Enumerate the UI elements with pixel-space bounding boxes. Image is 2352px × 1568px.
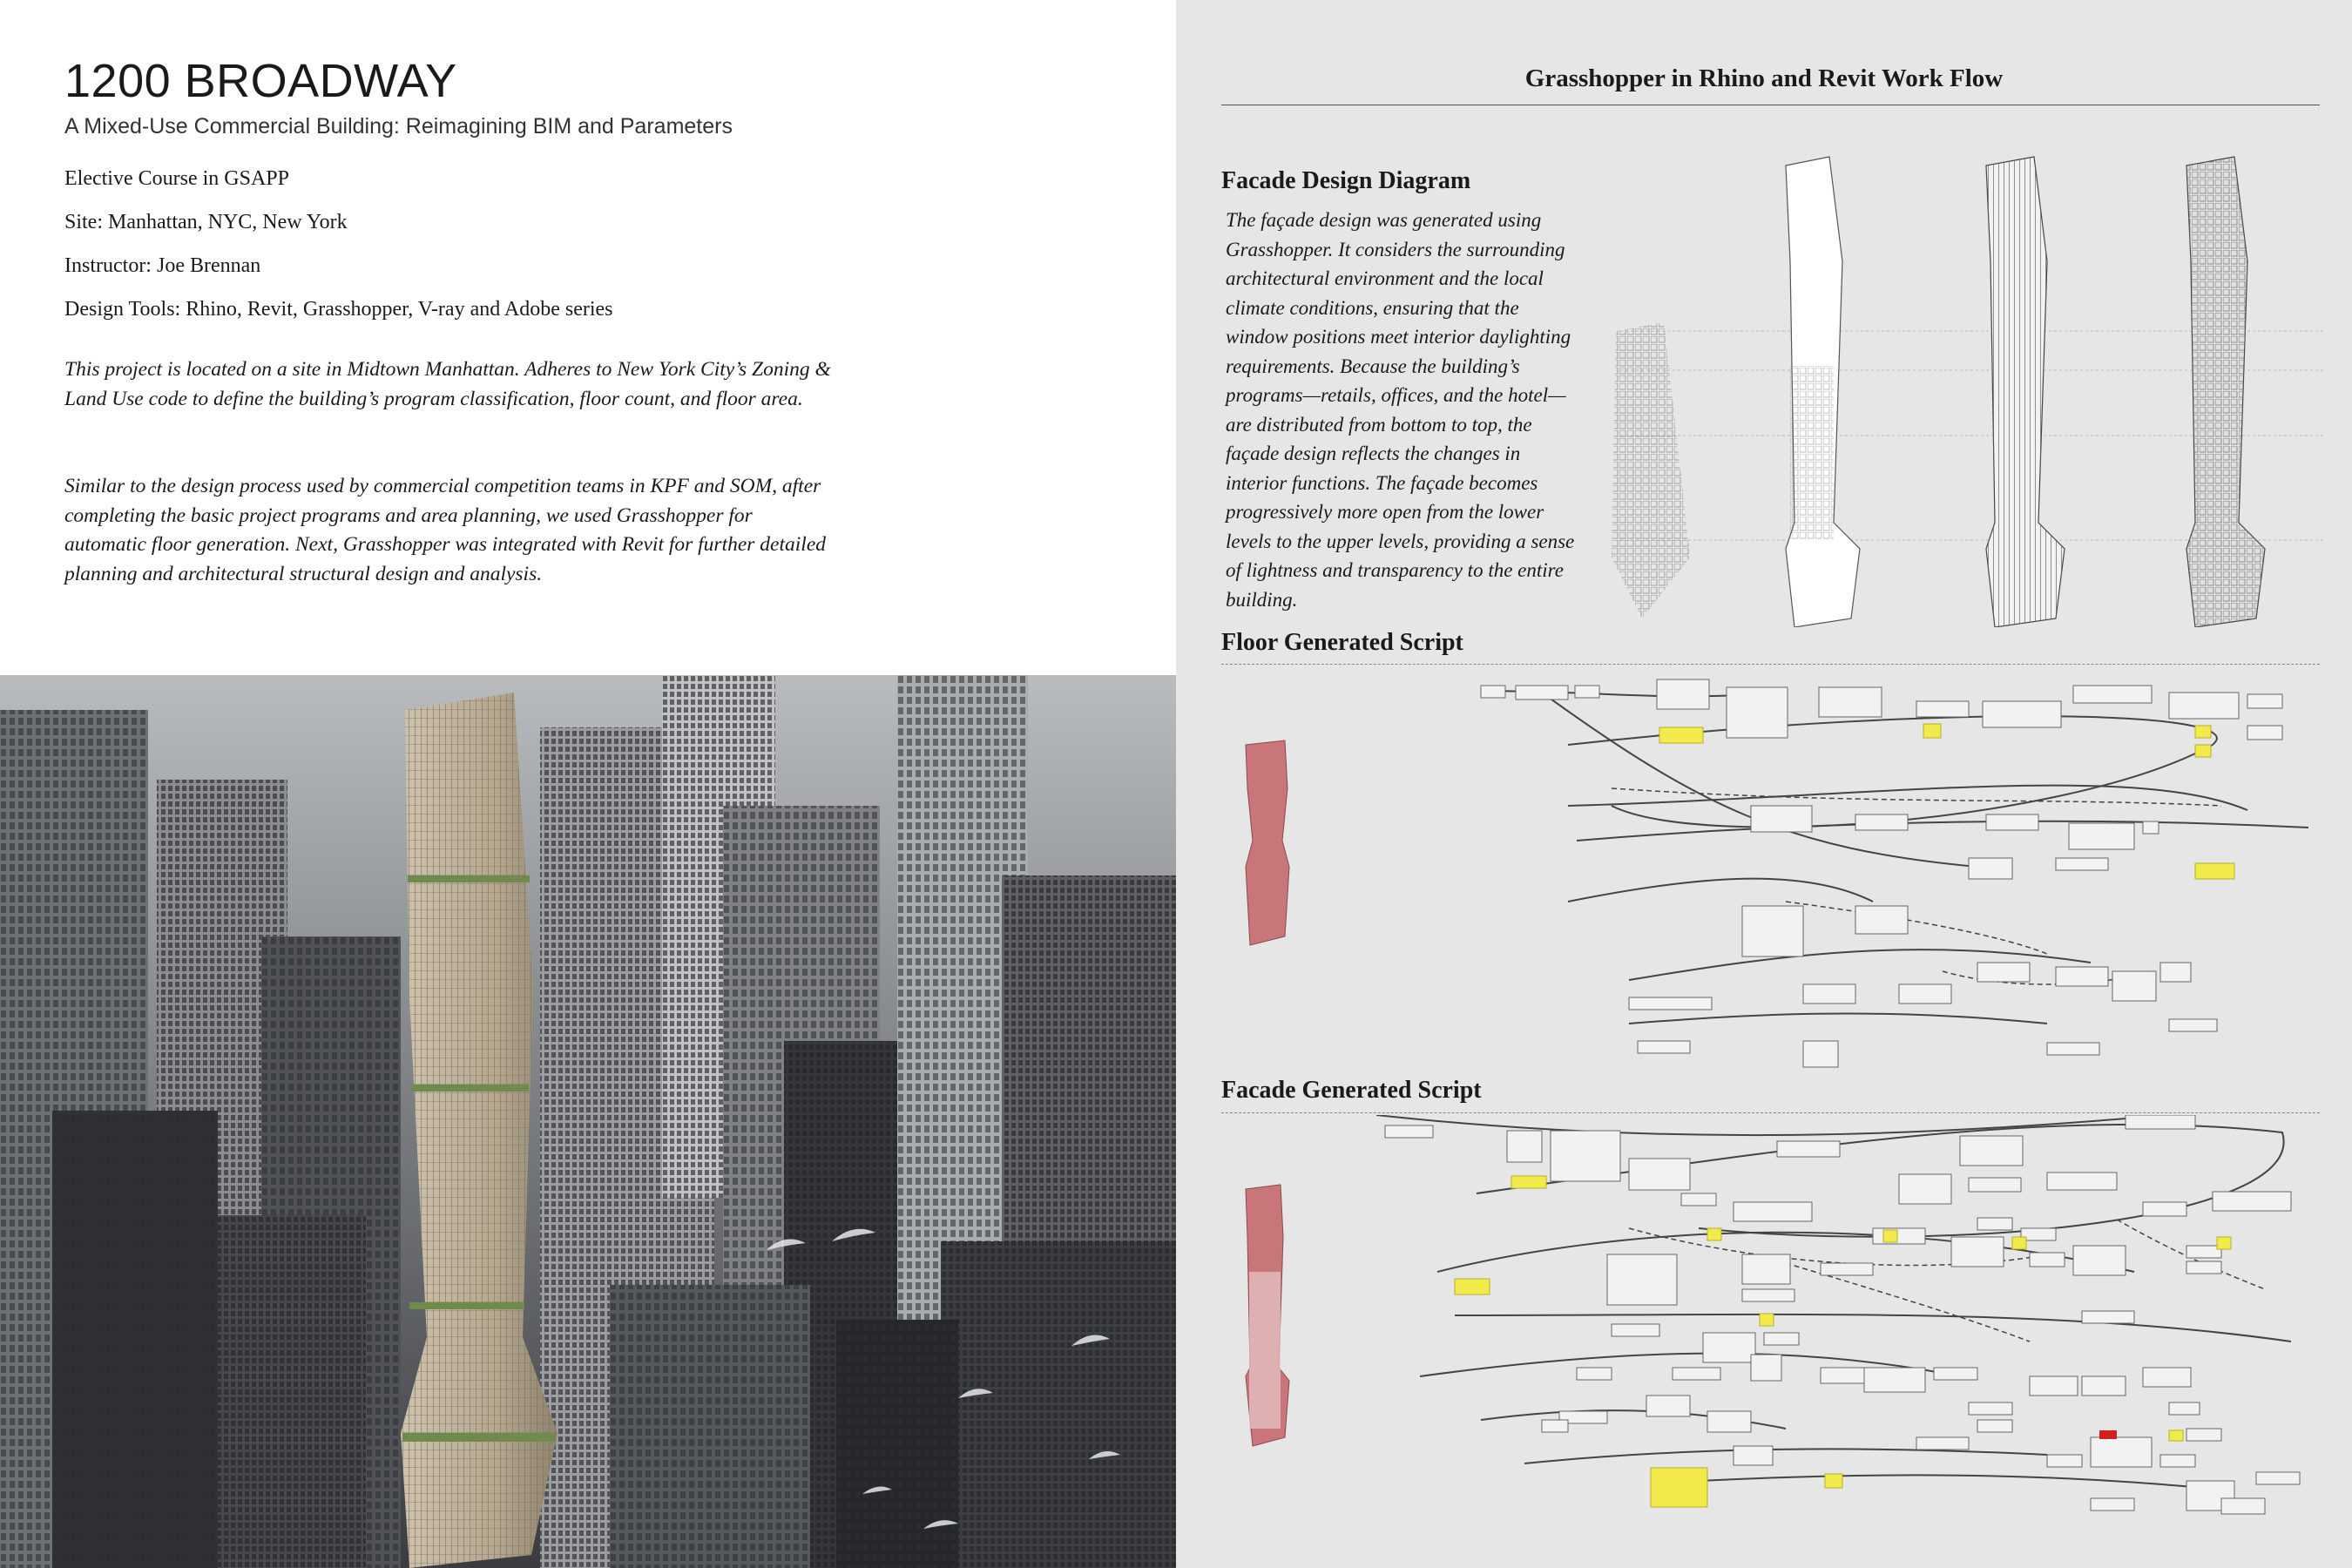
diagram-striped-mass: [1986, 157, 2065, 627]
meta-site: Site: Manhattan, NYC, New York: [64, 211, 348, 233]
facade-script-graph: [1176, 1115, 2352, 1533]
floor-script-divider: [1221, 664, 2320, 665]
meta-instructor: Instructor: Joe Brennan: [64, 254, 261, 277]
facade-diagram-illustration: [1612, 148, 2326, 627]
page-title: 1200 BROADWAY: [64, 55, 457, 107]
right-page: [1176, 0, 2352, 1568]
background-buildings: [0, 675, 1176, 1568]
city-rendering: [0, 675, 1176, 1568]
project-meta-list: [64, 166, 613, 340]
page-subtitle: A Mixed-Use Commercial Building: Reimagining BIM and Parameters: [64, 114, 733, 139]
description-paragraph-2: Similar to the design process used by commercial competition teams in KPF and SOM, after completing the basic project programs and area planning, we used Grasshopper for automatic floor generation. Next, Grasshopper was integrated with Revit for further detailed planning and architectural structural design and analysis.: [64, 475, 826, 585]
meta-course: Elective Course in GSAPP: [64, 167, 289, 190]
description-paragraph-1: This project is located on a site in Midtown Manhattan. Adheres to New York City’s Zoning & Land Use code to define the building’s program classification, floor count, and floor area.: [64, 358, 831, 410]
diagram-panels-only: [1612, 322, 1690, 618]
diagram-white-mass: [1786, 157, 1860, 627]
meta-tools: Design Tools: Rhino, Revit, Grasshopper, V-ray and Adobe series: [64, 298, 613, 321]
floor-script-graph: [1176, 675, 2352, 1080]
workflow-title: Grasshopper in Rhino and Revit Work Flow: [1524, 64, 2004, 92]
diagram-full-facade: [2186, 157, 2265, 627]
facade-diagram-heading: Facade Design Diagram: [1221, 167, 1471, 194]
facade-script-divider: [1221, 1112, 2320, 1113]
facade-diagram-text: The façade design was generated using Grasshopper. It considers the surrounding architectural environment and the local climate conditions, ensuring that the window positions meet interior daylighting requirements. Because the building’s programs—retails, offices, and the hotel—are distributed from bottom to top, the façade design reflects the changes in interior functions. The façade becomes progressively more open from the lower levels to the upper levels, providing a sense of lightness and transparency to the entire building.: [1226, 209, 1575, 611]
facade-script-heading: Facade Generated Script: [1221, 1077, 1482, 1104]
floor-script-heading: Floor Generated Script: [1221, 629, 1463, 656]
